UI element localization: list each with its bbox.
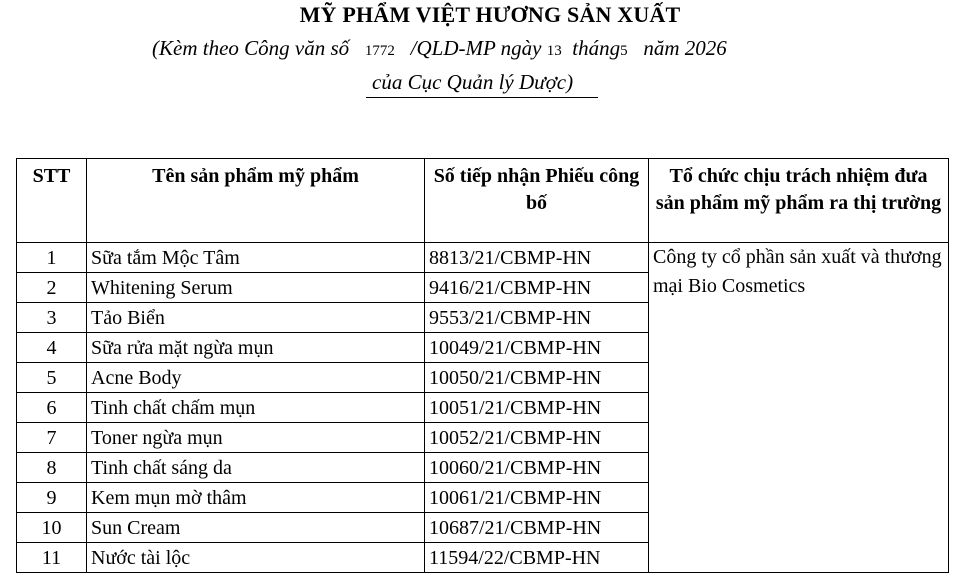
header-receipt-number: Số tiếp nhận Phiếu công bố [425,159,649,243]
row-stt: 3 [17,303,87,333]
doc-number: 1772 [364,43,395,59]
row-product-name: Kem mụn mờ thâm [87,483,425,513]
row-product-name: Tinh chất sáng da [87,453,425,483]
row-stt: 2 [17,273,87,303]
row-receipt-number: 10687/21/CBMP-HN [425,513,649,543]
row-product-name: Sữa rửa mặt ngừa mụn [87,333,425,363]
row-stt: 5 [17,363,87,393]
document-reference-line [152,36,872,61]
row-stt: 6 [17,393,87,423]
row-receipt-number: 8813/21/CBMP-HN [425,243,649,273]
row-stt: 1 [17,243,87,273]
row-receipt-number: 10050/21/CBMP-HN [425,363,649,393]
year-label: năm 2026 [643,36,727,60]
table-row [17,243,949,273]
row-receipt-number: 10060/21/CBMP-HN [425,453,649,483]
row-stt: 9 [17,483,87,513]
row-stt: 7 [17,423,87,453]
row-receipt-number: 9553/21/CBMP-HN [425,303,649,333]
issuing-authority: của Cục Quản lý Dược) [372,70,574,94]
month-label: tháng [572,36,621,60]
doc-day: 13 [546,43,562,59]
row-receipt-number: 10051/21/CBMP-HN [425,393,649,423]
row-product-name: Sữa tắm Mộc Tâm [87,243,425,273]
row-product-name: Whitening Serum [87,273,425,303]
document-title: MỸ PHẨM VIỆT HƯƠNG SẢN XUẤT [299,2,681,27]
row-product-name: Nước tài lộc [87,543,425,573]
row-stt: 4 [17,333,87,363]
table-body [17,243,949,573]
row-stt: 8 [17,453,87,483]
row-product-name: Toner ngừa mụn [87,423,425,453]
row-receipt-number: 11594/22/CBMP-HN [425,543,649,573]
row-receipt-number: 10049/21/CBMP-HN [425,333,649,363]
header-product-name: Tên sản phẩm mỹ phẩm [87,159,425,243]
row-product-name: Tảo Biển [87,303,425,333]
authority-underline [366,97,598,98]
reference-prefix: (Kèm theo Công văn số [152,36,350,60]
row-organization: Công ty cổ phần sản xuất và thương mại Bio Cosmetics [649,243,949,573]
table-header-row [17,159,949,243]
reference-middle: /QLD-MP ngày [410,36,542,60]
row-receipt-number: 9416/21/CBMP-HN [425,273,649,303]
row-stt: 10 [17,513,87,543]
row-product-name: Acne Body [87,363,425,393]
header-organization: Tổ chức chịu trách nhiệm đưa sản phẩm mỹ phẩm ra thị trường [649,159,949,243]
product-table [16,158,949,573]
row-product-name: Sun Cream [87,513,425,543]
row-stt: 11 [17,543,87,573]
doc-month: 5 [620,43,628,59]
row-receipt-number: 10061/21/CBMP-HN [425,483,649,513]
header-stt: STT [17,159,87,243]
row-receipt-number: 10052/21/CBMP-HN [425,423,649,453]
row-product-name: Tinh chất chấm mụn [87,393,425,423]
